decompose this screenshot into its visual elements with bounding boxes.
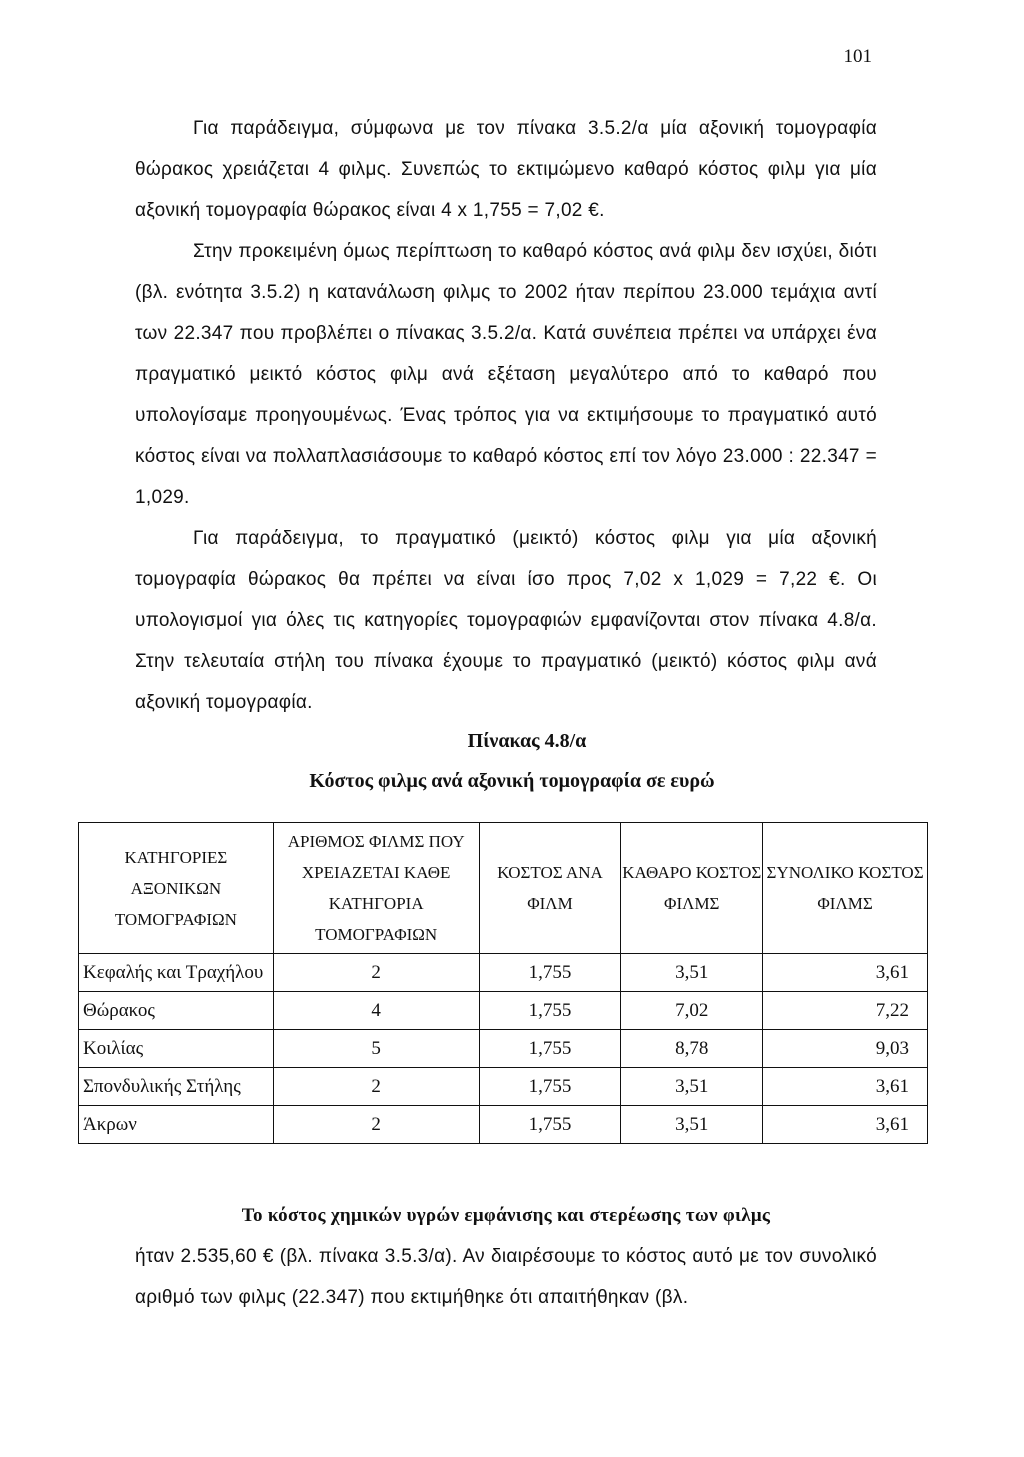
closing-paragraph	[135, 1195, 877, 1318]
column-header: ΚΟΣΤΟΣ ΑΝΑ ΦΙΛΜ	[479, 823, 621, 954]
column-header: ΑΡΙΘΜΟΣ ΦΙΛΜΣ ΠΟΥ ΧΡΕΙΑΖΕΤΑΙ ΚΑΘΕ ΚΑΤΗΓΟΡΙΑ ΤΟΜΟΓΡΑΦΙΩΝ	[273, 823, 479, 954]
film-count-cell: 4	[273, 992, 479, 1030]
column-header: ΚΑΤΗΓΟΡΙΕΣ ΑΞΟΝΙΚΩΝ ΤΟΜΟΓΡΑΦΙΩΝ	[79, 823, 274, 954]
cost-per-film-cell: 1,755	[479, 954, 621, 992]
closing-text: ήταν 2.535,60 € (βλ. πίνακα 3.5.3/α). Αν διαιρέσουμε το κόστος αυτό με τον συνολικό αριθμό των φιλμς (22.347) που εκτιμήθηκε ότι απαιτήθηκαν (βλ.	[135, 1246, 877, 1308]
paragraph: Στην προκειμένη όμως περίπτωση το καθαρό κόστος ανά φιλμ δεν ισχύει, διότι (βλ. ενότητα 3.5.2) η κατανάλωση φιλμς το 2002 ήταν περίπου 23.000 τεμάχια αντί των 22.347 που προβλέπει ο πίνακας 3.5.2/α. Κατά συνέπεια πρέπει να υπάρχει ένα πραγματικό μεικτό κόστος φιλμ ανά εξέταση μεγαλύτερο από το καθαρό που υπολογίσαμε προηγουμένως. Ένας τρόπος για να εκτιμήσουμε το πραγματικό αυτό κόστος είναι να πολλαπλασιάσουμε το καθαρό κόστος επί τον λόγο 23.000 : 22.347 = 1,029.	[135, 241, 877, 508]
cost-per-film-cell: 1,755	[479, 1068, 621, 1106]
table-row	[79, 1030, 928, 1068]
closing-bold-line: Το κόστος χημικών υγρών εμφάνισης και στερέωσης των φιλμς	[241, 1205, 771, 1226]
table-row	[79, 1106, 928, 1144]
table-row	[79, 954, 928, 992]
page-number: 101	[843, 46, 872, 67]
net-cost-cell: 3,51	[621, 1106, 763, 1144]
total-cost-cell: 3,61	[763, 1106, 928, 1144]
total-cost-cell: 3,61	[763, 1068, 928, 1106]
table-header-row	[79, 823, 928, 954]
total-cost-cell: 7,22	[763, 992, 928, 1030]
column-header: ΚΑΘΑΡΟ ΚΟΣΤΟΣ ΦΙΛΜΣ	[621, 823, 763, 954]
total-cost-cell: 3,61	[763, 954, 928, 992]
table-row	[79, 1068, 928, 1106]
paragraph: Για παράδειγμα, το πραγματικό (μεικτό) κόστος φιλμ για μία αξονική τομογραφία θώρακος θα πρέπει να είναι ίσο προς 7,02 x 1,029 = 7,22 €. Οι υπολογισμοί για όλες τις κατηγορίες τομογραφιών εμφανίζονται στον πίνακα 4.8/α. Στην τελευταία στήλη του πίνακα έχουμε το πραγματικό (μεικτό) κόστος φιλμ ανά αξονική τομογραφία.	[135, 528, 877, 713]
table-row	[79, 992, 928, 1030]
category-cell: Κεφαλής και Τραχήλου	[79, 954, 274, 992]
film-count-cell: 2	[273, 1106, 479, 1144]
category-cell: Άκρων	[79, 1106, 274, 1144]
net-cost-cell: 3,51	[621, 954, 763, 992]
net-cost-cell: 3,51	[621, 1068, 763, 1106]
table-title: Κόστος φιλμς ανά αξονική τομογραφία σε ευρώ	[309, 770, 715, 792]
body-text	[135, 108, 877, 723]
cost-per-film-cell: 1,755	[479, 1106, 621, 1144]
total-cost-cell: 9,03	[763, 1030, 928, 1068]
net-cost-cell: 7,02	[621, 992, 763, 1030]
category-cell: Κοιλίας	[79, 1030, 274, 1068]
table-number: Πίνακας 4.8/α	[467, 730, 587, 752]
film-count-cell: 2	[273, 954, 479, 992]
cost-per-film-cell: 1,755	[479, 992, 621, 1030]
film-count-cell: 2	[273, 1068, 479, 1106]
film-cost-table	[78, 822, 928, 1144]
paragraph: Για παράδειγμα, σύμφωνα με τον πίνακα 3.5.2/α μία αξονική τομογραφία θώρακος χρειάζεται 4 φιλμς. Συνεπώς το εκτιμώμενο καθαρό κόστος φιλμ για μία αξονική τομογραφία θώρακος είναι 4 x 1,755 = 7,02 €.	[135, 118, 877, 221]
category-cell: Σπονδυλικής Στήλης	[79, 1068, 274, 1106]
film-count-cell: 5	[273, 1030, 479, 1068]
cost-per-film-cell: 1,755	[479, 1030, 621, 1068]
column-header: ΣΥΝΟΛΙΚΟ ΚΟΣΤΟΣ ΦΙΛΜΣ	[763, 823, 928, 954]
net-cost-cell: 8,78	[621, 1030, 763, 1068]
category-cell: Θώρακος	[79, 992, 274, 1030]
